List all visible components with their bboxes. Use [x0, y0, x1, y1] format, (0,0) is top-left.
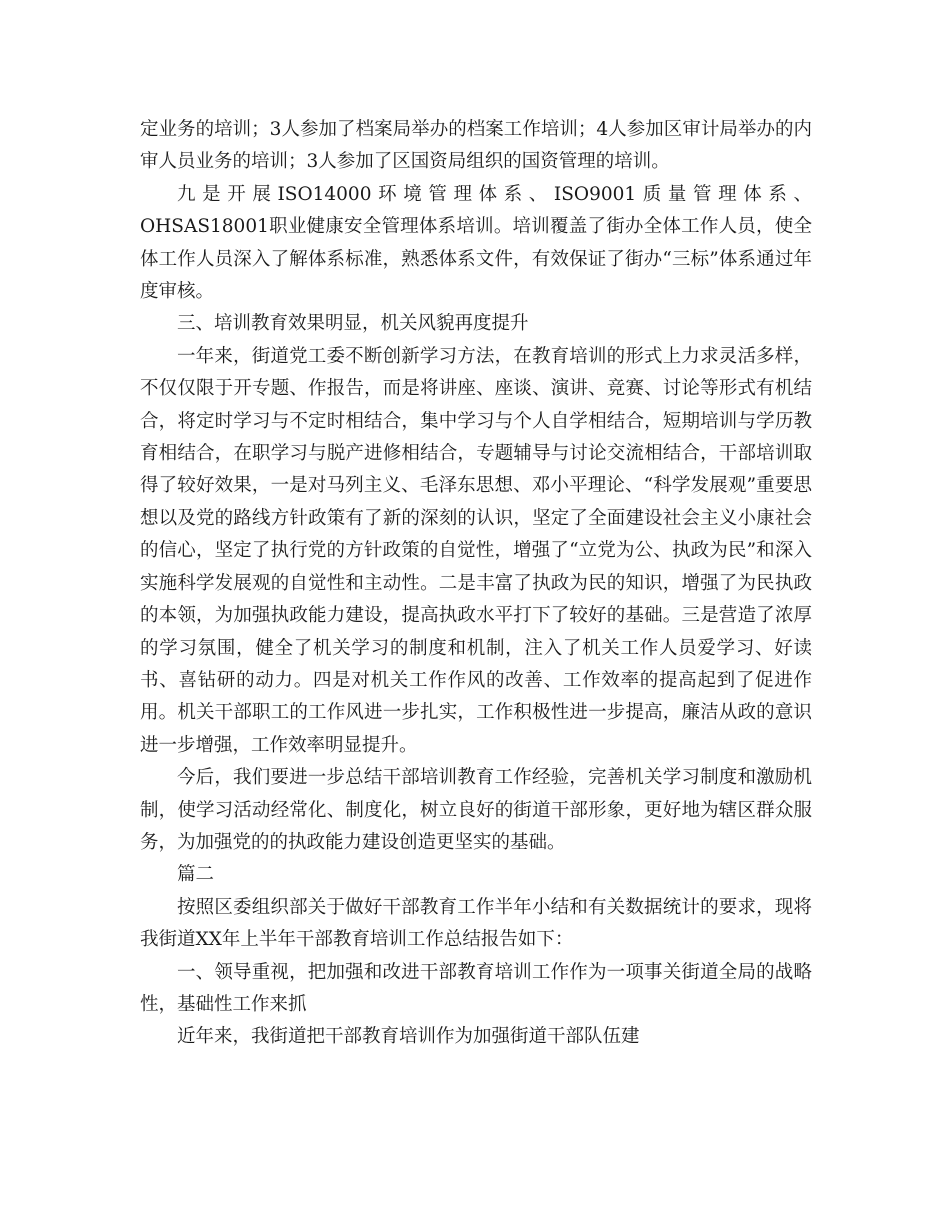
paragraph-recent-years: 近年来，我街道把干部教育培训作为加强街道干部队伍建 [177, 1026, 640, 1048]
document-body [140, 114, 812, 1054]
paragraph-year-review: 一年来，街道党工委不断创新学习方法，在教育培训的形式上力求灵活多样，不仅仅限于开专题、作报告，而是将讲座、座谈、演讲、竞赛、讨论等形式有机结合，将定时学习与不定时相结合，集中学习与个人自学相结合，短期培训与学历教育相结合，在职学习与脱产进修相结合，专题辅导与讨论交流相结合，干部培训取得了较好效果，一是对马列主义、毛泽东思想、邓小平理论、“科学发展观”重要思想以及党的路线方针政策有了新的深刻的认识，坚定了全面建设社会主义小康社会的信心，坚定了执行党的方针政策的自觉性，增强了“立党为公、执政为民”和深入实施科学发展观的自觉性和主动性。二是丰富了执政为民的知识，增强了为民执政的本领，为加强执政能力建设，提高执政水平打下了较好的基础。三是营造了浓厚的学习氛围，健全了机关学习的制度和机制，注入了机关工作人员爱学习、好读书、喜钻研的动力。四是对机关工作作风的改善、工作效率的提高起到了促进作用。机关干部职工的工作风进一步扎实，工作积极性进一步提高，廉洁从政的意识进一步增强，工作效率明显提升。 [140, 345, 812, 756]
section-heading-training-effect: 三、培训教育效果明显，机关风貌再度提升 [177, 313, 529, 335]
paragraph-report-intro: 按照区委组织部关于做好干部教育工作半年小结和有关数据统计的要求，现将我街道XX年上半年干部教育培训工作总结报告如下： [140, 896, 812, 951]
section-heading-leadership: 一、领导重视，把加强和改进干部教育培训工作作为一项事关街道全局的战略性，基础性工作来抓 [140, 961, 812, 1015]
part-two-heading: 篇二 [177, 864, 215, 886]
paragraph-training-continuation: 定业务的培训；3人参加了档案局举办的档案工作培训；4人参加区审计局举办的内审人员业务的培训；3人参加了区国资局组织的国资管理的培训。 [140, 119, 812, 173]
paragraph-future-plans: 今后，我们要进一步总结干部培训教育工作经验，完善机关学习制度和激励机制，使学习活动经常化、制度化，树立良好的街道干部形象，更好地为辖区群众服务，为加强党的的执政能力建设创造更坚实的基础。 [140, 767, 812, 853]
paragraph-iso-training: 九是开展ISO14000环境管理体系、ISO9001质量管理体系、OHSAS18001职业健康安全管理体系培训。培训覆盖了街办全体工作人员，使全体工作人员深入了解体系标准，熟悉体系文件，有效保证了街办“三标”体系通过年度审核。 [140, 183, 812, 303]
